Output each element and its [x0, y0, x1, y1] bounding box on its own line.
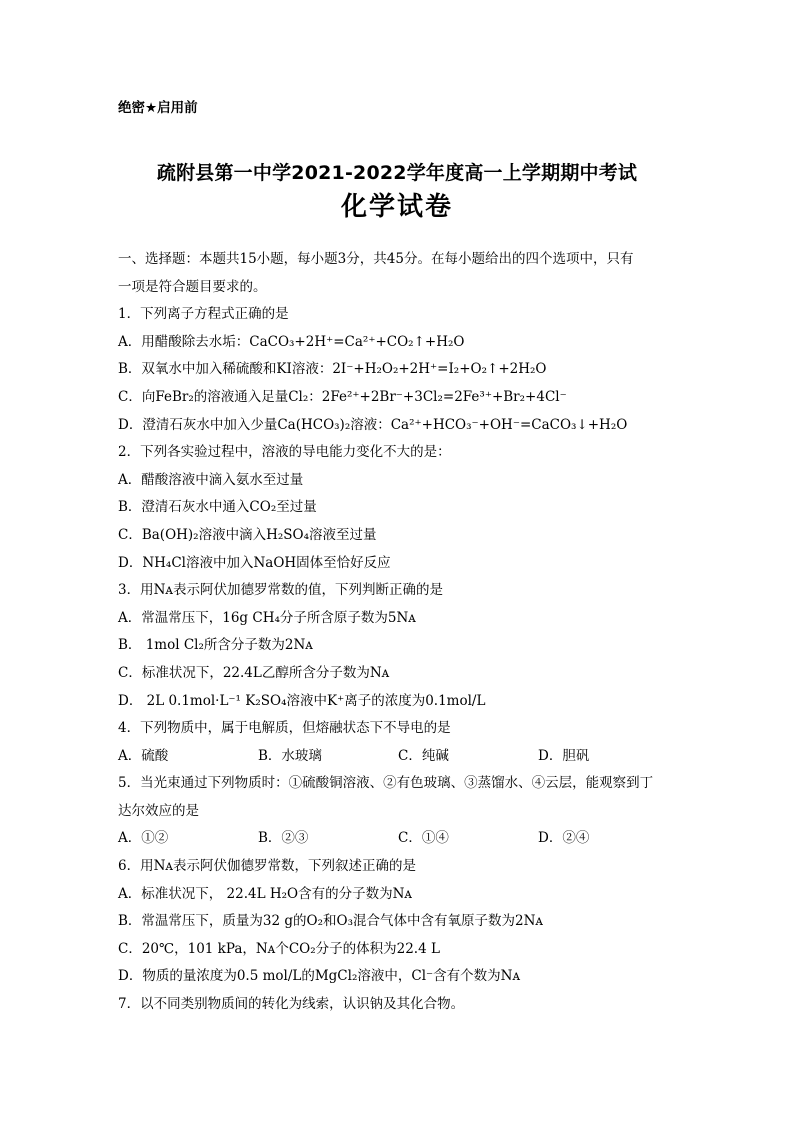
question-4-options [118, 743, 678, 771]
question-2-stem: 2．下列各实验过程中，溶液的导电能力变化不大的是： [118, 444, 451, 461]
question-5-option-d: D．②④ [538, 830, 590, 847]
question-5-option-b: B．②③ [258, 830, 309, 847]
question-1-option-d: D．澄清石灰水中加入少量Ca(HCO₃)₂溶液：Ca²⁺+HCO₃⁻+OH⁻=CaCO₃↓+H₂O [118, 416, 628, 433]
question-2-option-d: D．NH₄Cl溶液中加入NaOH固体至恰好反应 [118, 554, 391, 571]
question-2-option-a: A．醋酸溶液中滴入氨水至过量 [118, 471, 304, 488]
question-6-stem: 6．用Nᴀ表示阿伏伽德罗常数，下列叙述正确的是 [118, 858, 417, 875]
question-1-option-c: C．向FeBr₂的溶液通入足量Cl₂：2Fe²⁺+2Br⁻+3Cl₂=2Fe³⁺+Br₂+4Cl⁻ [118, 388, 567, 405]
confidential-mark: 绝密★启用前 [118, 100, 198, 116]
question-3-option-d: D． 2L 0.1mol·L⁻¹ K₂SO₄溶液中K⁺离子的浓度为0.1mol/L [118, 692, 486, 709]
question-1-option-b: B．双氧水中加入稀硫酸和KI溶液：2I⁻+H₂O₂+2H⁺=I₂+O₂↑+2H₂O [118, 361, 547, 378]
question-5-option-a: A．①② [118, 830, 169, 847]
question-4-option-a: A．硫酸 [118, 747, 169, 764]
question-3-stem: 3．用Nᴀ表示阿伏加德罗常数的值，下列判断正确的是 [118, 582, 444, 599]
question-1-option-a: A．用醋酸除去水垢：CaCO₃+2H⁺=Ca²⁺+CO₂↑+H₂O [118, 333, 465, 350]
question-4-option-d: D．胆矾 [538, 747, 590, 764]
question-5-option-c: C．①④ [398, 830, 449, 847]
question-4-stem: 4．下列物质中，属于电解质，但熔融状态下不导电的是 [118, 720, 451, 737]
question-4-option-c: C．纯碱 [398, 747, 449, 764]
question-3-option-b: B． 1mol Cl₂所含分子数为2Nᴀ [118, 637, 313, 654]
question-3-option-c: C．标准状况下，22.4L乙醇所含分子数为Nᴀ [118, 664, 390, 681]
question-4-option-b: B．水玻璃 [258, 747, 322, 764]
question-7-stem: 7．以不同类别物质间的转化为线索，认识钠及其化合物。 [118, 996, 465, 1013]
question-5-stem: 5．当光束通过下列物质时：①硫酸铜溶液、②有色玻璃、③蒸馏水、④云层，能观察到丁 [118, 775, 654, 792]
exam-title: 化学试卷 [340, 192, 453, 222]
question-2-option-b: B．澄清石灰水中通入CO₂至过量 [118, 499, 317, 516]
question-6-option-c: C．20℃，101 kPa，Nᴀ个CO₂分子的体积为22.4 L [118, 940, 440, 957]
section-instruction-cont: 一项是符合题目要求的。 [118, 278, 267, 295]
question-5-options [118, 825, 678, 853]
question-2-option-c: C．Ba(OH)₂溶液中滴入H₂SO₄溶液至过量 [118, 526, 377, 543]
question-body [118, 246, 678, 1019]
question-5-stem-cont: 达尔效应的是 [118, 802, 199, 819]
question-6-option-b: B．常温常压下，质量为32 g的O₂和O₃混合气体中含有氧原子数为2Nᴀ [118, 913, 544, 930]
section-instruction: 一、选择题：本题共15小题，每小题3分，共45分。在每小题给出的四个选项中，只有 [118, 251, 634, 267]
question-3-option-a: A．常温常压下，16g CH₄分子所含原子数为5Nᴀ [118, 609, 416, 626]
question-1-stem: 1．下列离子方程式正确的是 [118, 306, 289, 323]
school-title: 疏附县第一中学2021-2022学年度高一上学期期中考试 [156, 162, 638, 184]
question-6-option-a: A．标准状况下， 22.4L H₂O含有的分子数为Nᴀ [118, 885, 413, 902]
question-6-option-d: D．物质的量浓度为0.5 mol/L的MgCl₂溶液中，Cl⁻含有个数为Nᴀ [118, 968, 521, 985]
